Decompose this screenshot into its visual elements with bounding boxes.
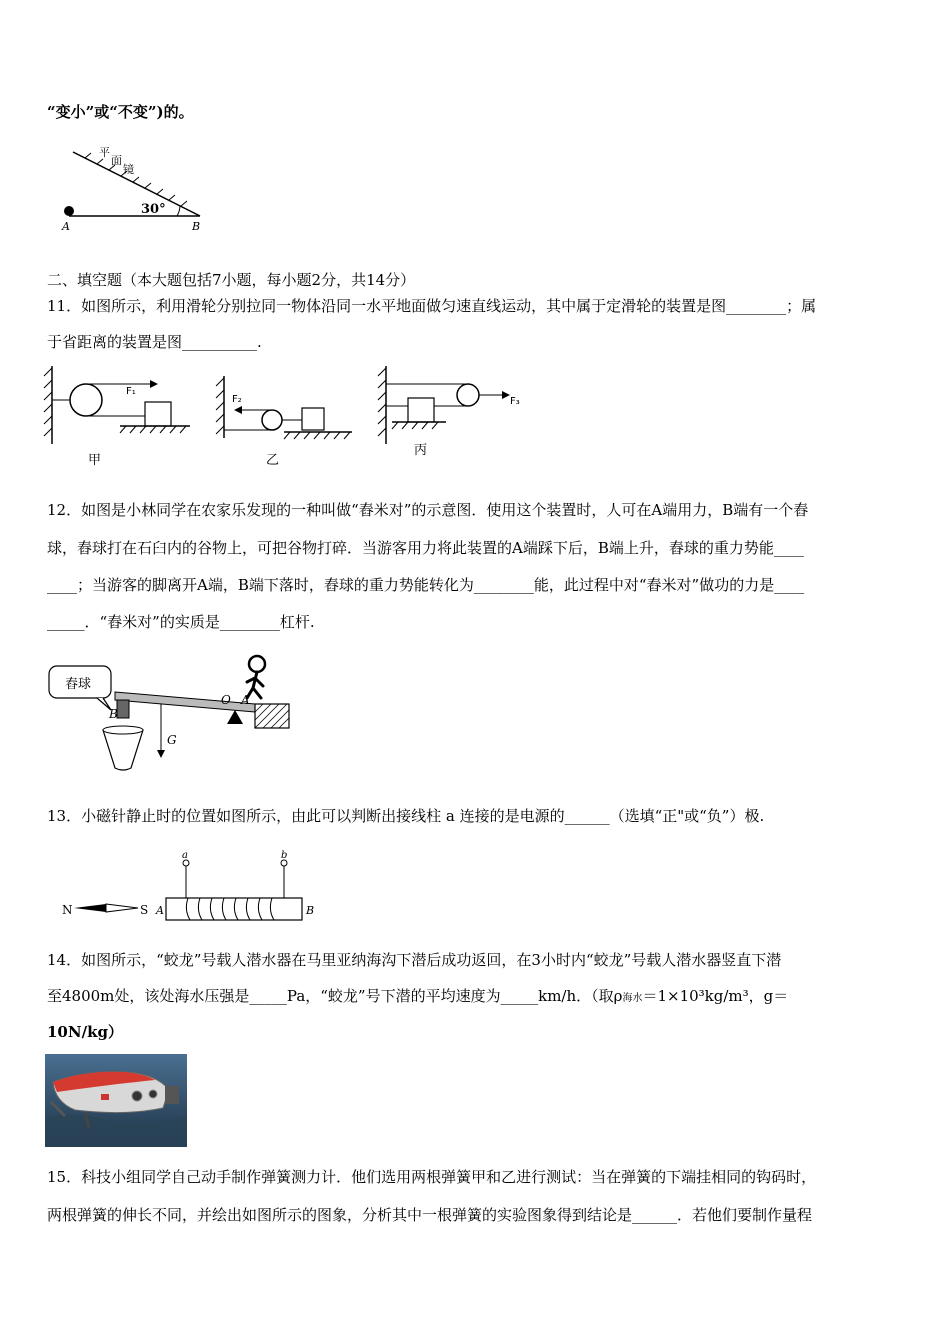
pulley-yi <box>216 376 352 468</box>
end-b: B <box>306 904 315 917</box>
mirror-figure <box>55 140 215 235</box>
needle-n: N <box>62 903 73 917</box>
needle-s: S <box>140 903 149 917</box>
q14-line-3: 10N/kg） <box>47 1023 123 1041</box>
mirror-char-1: 平 <box>99 146 110 159</box>
force-f2: F₂ <box>232 394 242 405</box>
q14-line-1: 14．如图所示，“蛟龙”号载人潜水器在马里亚纳海沟下潜后成功返回，在3小时内“蛟龙”号载人潜水器竖直下潜 <box>47 951 782 969</box>
terminal-a: a <box>182 850 188 861</box>
rho-subscript: 海水 <box>622 993 643 1004</box>
end-a: A <box>156 904 164 917</box>
label-a: A <box>241 693 250 707</box>
caption-jia: 甲 <box>88 453 102 468</box>
q12-line-1: 12．如图是小林同学在农家乐发现的一种叫做“舂米对”的示意图．使用这个装置时，人可在A端用力，B端有一个舂 <box>47 501 809 519</box>
q12-line-3: ____；当游客的脚离开A端，B端下落时，舂球的重力势能转化为________能，此过程中对“舂米对”做功的力是____ <box>47 576 805 594</box>
force-f1: F₁ <box>126 386 136 397</box>
force-f3: F₃ <box>510 396 520 407</box>
point-b-label: B <box>192 220 201 233</box>
section-heading: 二、填空题（本大题包括7小题，每小题2分，共14分） <box>47 271 416 289</box>
q13-line-1: 13．小磁针静止时的位置如图所示，由此可以判断出接线柱 a 连接的是电源的______（选填“正"或“负”）极. <box>47 807 765 825</box>
needle-south <box>106 904 138 912</box>
rice-pounder-figure <box>45 652 295 774</box>
q11-line-2: 于省距离的装置是图__________. <box>47 333 262 351</box>
pulley-jia <box>44 366 190 468</box>
ball-a <box>64 206 74 216</box>
pulley-figure <box>40 362 530 470</box>
label-b: B <box>109 707 118 721</box>
fulcrum <box>227 710 243 724</box>
pulley-bing <box>378 366 520 458</box>
intro-line: “变小”或“不变”)的。 <box>47 103 194 121</box>
needle-north <box>74 904 106 912</box>
mirror-char-3: 镜 <box>123 163 134 176</box>
caption-yi: 乙 <box>266 453 280 468</box>
submersible-photo <box>45 1054 187 1147</box>
q15-line-1: 15．科技小组同学自己动手制作弹簧测力计．他们选用两根弹簧甲和乙进行测试：当在弹簧的下端挂相同的钩码时， <box>47 1168 817 1186</box>
label-o: O <box>221 693 231 707</box>
solenoid-figure <box>58 848 328 926</box>
mirror-char-2: 面 <box>111 154 122 167</box>
q15-line-2: 两根弹簧的伸长不同，并绘出如图所示的图象，分析其中一根弹簧的实验图象得到结论是______．若他们要制作量程 <box>47 1206 813 1224</box>
q12-line-2: 球，舂球打在石臼内的谷物上，可把谷物打碎．当游客用力将此装置的A端踩下后，B端上升，舂球的重力势能____ <box>47 539 804 557</box>
label-g: G <box>167 733 177 747</box>
q11-line-1: 11．如图所示，利用滑轮分别拉同一物体沿同一水平地面做匀速直线运动，其中属于定滑轮的装置是图________；属 <box>47 297 817 315</box>
terminal-b: b <box>281 850 288 861</box>
bubble-label: 舂球 <box>65 677 92 692</box>
q12-line-4: _____．“舂米对”的实质是________杠杆. <box>47 613 315 631</box>
q14-line-2-rest: ＝1×10³kg/m³，g＝ <box>642 987 789 1005</box>
q14-line-2 <box>47 986 788 1009</box>
q14-line-2-main: 至4800m处，该处海水压强是_____Pa，“蛟龙”号下潜的平均速度为_____km/h．（取ρ <box>47 987 623 1005</box>
point-a-label: A <box>62 220 70 233</box>
angle-label: 30° <box>141 202 166 217</box>
caption-bing: 丙 <box>414 443 428 458</box>
